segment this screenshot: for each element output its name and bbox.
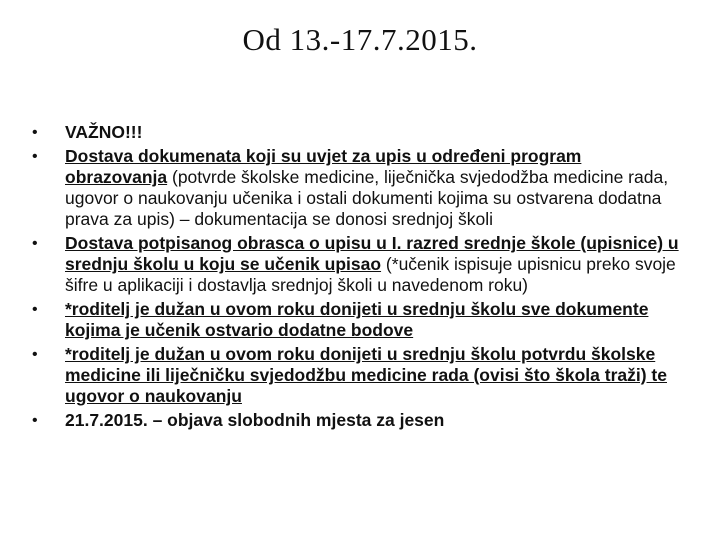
bullet-text: 21.7.2015. – objava slobodnih mjesta za jesen xyxy=(65,410,445,430)
bullet-parent-bonus-docs xyxy=(32,299,687,341)
bullet-parent-medical xyxy=(32,344,687,407)
bullet-text: VAŽNO!!! xyxy=(65,122,143,142)
bullet-heading: *roditelj je dužan u ovom roku donijeti u srednju školu potvrdu školske medicine ili liječničku svjedodžbu medicine rada (ovisi što škola traži) te ugovor o naukovanju xyxy=(65,344,667,406)
bullet-heading: Dostava dokumenata koji su uvjet za upis u određeni program obrazovanja xyxy=(65,146,582,187)
bullet-enrollment-form xyxy=(32,233,687,296)
bullet-free-places xyxy=(32,410,687,431)
bullet-important xyxy=(32,122,687,143)
bullet-document-delivery xyxy=(32,146,687,230)
slide-title: Od 13.-17.7.2015. xyxy=(242,22,478,57)
bullet-heading: *roditelj je dužan u ovom roku donijeti u srednju školu sve dokumente kojima je učenik ostvario dodatne bodove xyxy=(65,299,649,340)
bullet-detail: (potvrde školske medicine, liječnička svjedodžba medicine rada, ugovor o naukovanju učenika i ostali dokumenti kojima su ostvarena dodatna prava za upis) – dokumentacija se donosi srednjoj školi xyxy=(65,167,669,229)
bullet-detail: (*učenik ispisuje upisnicu preko svoje šifre u aplikaciji i dostavlja srednjoj školi u navedenom roku) xyxy=(65,254,676,295)
bullet-heading: Dostava potpisanog obrasca o upisu u I. razred srednje škole (upisnice) u srednju školu u koju se učenik upisao xyxy=(65,233,679,274)
bullet-list xyxy=(32,122,687,434)
